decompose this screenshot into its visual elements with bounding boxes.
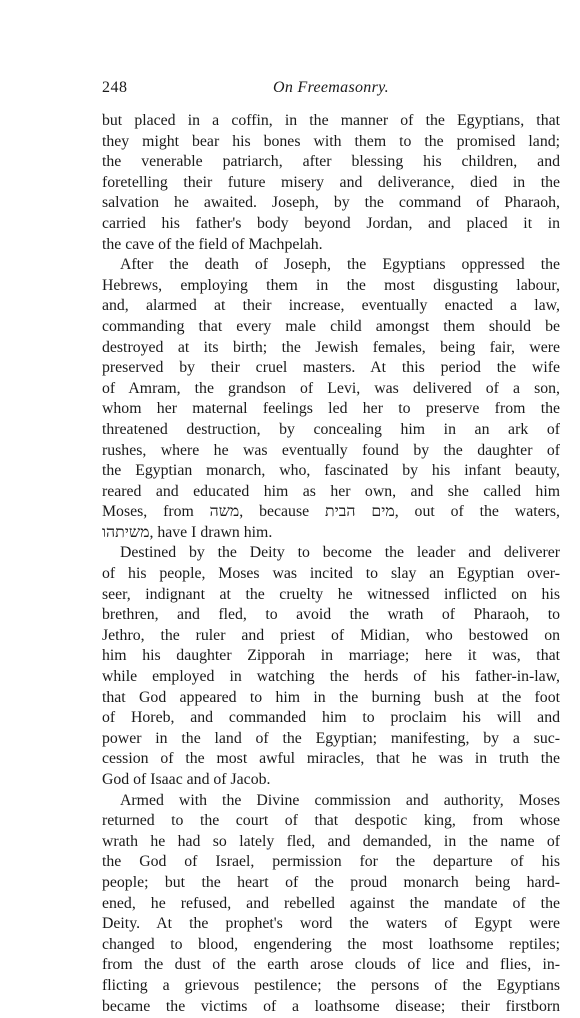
text-line: while employed in watching the herds of his father-in-law, xyxy=(102,668,560,686)
text-line: preserved by their cruel masters. At this period the wife xyxy=(102,359,560,377)
running-title: On Freemasonry. xyxy=(273,79,389,96)
text-line: they might bear his bones with them to the promised land; xyxy=(102,132,560,150)
text-line: and, alarmed at their increase, eventually enacted a law, xyxy=(102,297,560,315)
text-line: destroyed at its birth; the Jewish females, being fair, were xyxy=(102,338,560,356)
paragraph-first-line: After the death of Joseph, the Egyptians oppressed the xyxy=(120,256,560,274)
text-line: the Egyptian monarch, who, fascinated by his infant beauty, xyxy=(102,462,560,480)
text-line: משיתהו, have I drawn him. xyxy=(102,523,273,541)
text-line: seer, indignant at the cruelty he witnessed inflicted on his xyxy=(102,585,560,603)
text-line: foretelling their future misery and deliverance, died in the xyxy=(102,173,560,191)
text-line: power in the land of the Egyptian; manifesting, by a suc- xyxy=(102,729,560,747)
text-line: the venerable patriarch, after blessing his children, and xyxy=(102,153,560,171)
text-line: people; but the heart of the proud monarch being hard- xyxy=(102,873,560,891)
text-line: God of Isaac and of Jacob. xyxy=(102,771,271,788)
text-line: became the victims of a loathsome disease; their firstborn xyxy=(102,997,560,1015)
text-line: cession of the most awful miracles, that he was in truth the xyxy=(102,750,560,768)
text-line: ened, he refused, and rebelled against the mandate of the xyxy=(102,894,560,912)
text-line: of Amram, the grandson of Levi, was delivered of a son, xyxy=(102,379,560,397)
text-line: that God appeared to him in the burning bush at the foot xyxy=(102,688,560,706)
text-line: from the dust of the earth arose clouds of lice and flies, in- xyxy=(102,956,560,974)
text-line: Jethro, the ruler and priest of Midian, who bestowed on xyxy=(102,626,560,644)
page-number: 248 xyxy=(102,79,128,96)
text-line: but placed in a coffin, in the manner of the Egyptians, that xyxy=(102,112,560,129)
paragraph-first-line: Armed with the Divine commission and authority, Moses xyxy=(120,791,560,809)
text-line: Moses, from משה, because מים הבית, out of the waters, xyxy=(102,503,560,521)
text-line: whom her maternal feelings led her to preserve from the xyxy=(102,400,560,418)
text-line: brethren, and fled, to avoid the wrath of Pharaoh, to xyxy=(102,606,560,624)
text-line: Hebrews, employing them in the most disgusting labour, xyxy=(102,276,560,294)
text-line: changed to blood, engendering the most loathsome reptiles; xyxy=(102,935,560,953)
text-line: the cave of the field of Machpelah. xyxy=(102,235,323,253)
text-line: rushes, where he was eventually found by the daughter of xyxy=(102,441,560,459)
body-text xyxy=(102,111,560,1017)
text-line: Deity. At the prophet's word the waters of Egypt were xyxy=(102,915,560,933)
text-line: reared and educated him as her own, and she called him xyxy=(102,482,560,500)
text-line: him his daughter Zipporah in marriage; here it was, that xyxy=(102,647,560,665)
text-line: commanding that every male child amongst them should be xyxy=(102,317,560,335)
page-header xyxy=(102,79,560,103)
text-line: carried his father's body beyond Jordan, and placed it in xyxy=(102,214,560,232)
text-line: threatened destruction, by concealing him in an ark of xyxy=(102,420,560,438)
text-line: flicting a grievous pestilence; the persons of the Egyptians xyxy=(102,976,560,994)
text-line: of his people, Moses was incited to slay an Egyptian over- xyxy=(102,565,560,583)
text-line: of Horeb, and commanded him to proclaim his will and xyxy=(102,709,560,727)
text-line: salvation he awaited. Joseph, by the command of Pharaoh, xyxy=(102,194,560,212)
text-line: wrath he had so lately fled, and demanded, in the name of xyxy=(102,832,560,850)
paragraph-first-line: Destined by the Deity to become the leader and deliverer xyxy=(120,544,560,562)
text-line: returned to the court of that despotic king, from whose xyxy=(102,812,560,830)
text-line: the God of Israel, permission for the departure of his xyxy=(102,853,560,871)
